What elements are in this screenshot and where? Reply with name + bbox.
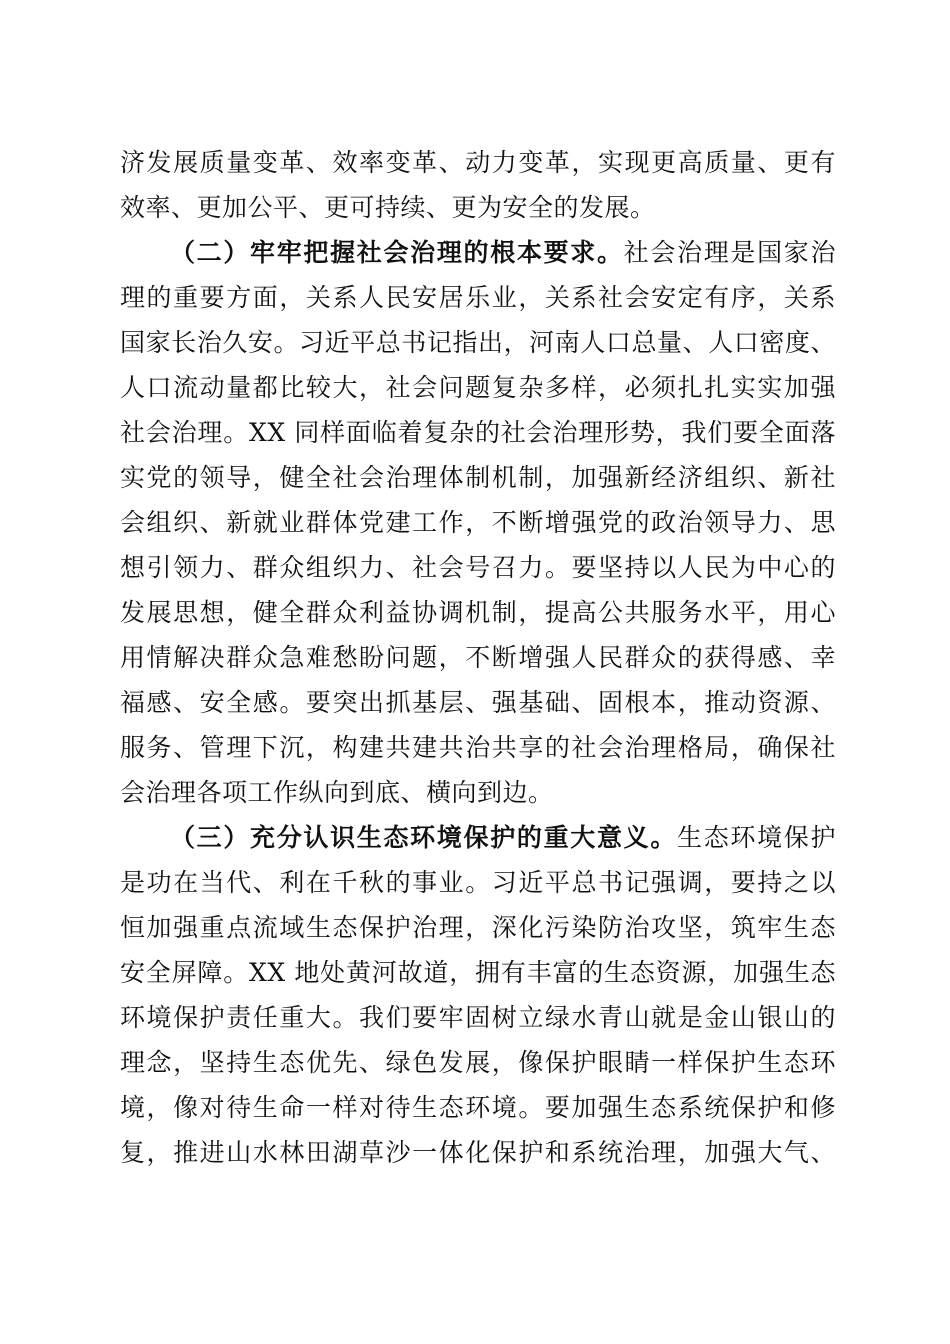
text-line: 理的重要方面，关系人民安居乐业，关系社会安定有序，关系: [120, 283, 836, 312]
text-line: 发展思想，健全群众利益协调机制，提高公共服务水平，用心: [120, 598, 836, 627]
heading-line-rest: 社会治理是国家治: [623, 238, 836, 267]
text-line: 环境保护责任重大。我们要牢固树立绿水青山就是金山银山的: [120, 1003, 836, 1032]
text-line: 理念，坚持生态优先、绿色发展，像保护眼睛一样保护生态环: [120, 1048, 836, 1077]
paragraph-first-line: [120, 230, 836, 275]
text-line: 用情解决群众急难愁盼问题，不断增强人民群众的获得感、幸: [120, 643, 836, 672]
text-line: 是功在当代、利在千秋的事业。习近平总书记强调，要持之以: [120, 868, 836, 897]
text-line: 人口流动量都比较大，社会问题复杂多样，必须扎扎实实加强: [120, 373, 836, 402]
text-line: 会组织、新就业群体党建工作，不断增强党的政治领导力、思: [120, 508, 836, 537]
text-line: 福感、安全感。要突出抓基层、强基础、固根本，推动资源、: [120, 688, 836, 717]
text-line: 会治理各项工作纵向到底、横向到边。: [120, 778, 554, 807]
text-line: 境，像对待生命一样对待生态环境。要加强生态系统保护和修: [120, 1093, 836, 1122]
text-line: 安全屏障。XX 地处黄河故道，拥有丰富的生态资源，加强生态: [120, 958, 836, 987]
document-page: [120, 140, 836, 1175]
text-line: 社会治理。XX 同样面临着复杂的社会治理形势，我们要全面落: [120, 418, 836, 447]
paragraph-social-governance: [120, 230, 836, 815]
text-line: 复，推进山水林田湖草沙一体化保护和系统治理，加强大气、: [120, 1138, 836, 1167]
paragraph-economy-continued: [120, 140, 836, 230]
text-line: 效率、更加公平、更可持续、更为安全的发展。: [120, 193, 656, 222]
section-heading: （三）充分认识生态环境保护的重大意义。: [170, 823, 678, 852]
text-line: 恒加强重点流域生态保护治理，深化污染防治攻坚，筑牢生态: [120, 913, 836, 942]
text-line: 济发展质量变革、效率变革、动力变革，实现更高质量、更有: [120, 148, 836, 177]
section-heading: （二）牢牢把握社会治理的根本要求。: [170, 238, 624, 267]
text-line: 实党的领导，健全社会治理体制机制，加强新经济组织、新社: [120, 463, 836, 492]
text-line: 国家长治久安。习近平总书记指出，河南人口总量、人口密度、: [120, 328, 836, 357]
paragraph-first-line: [120, 815, 836, 860]
text-line: 服务、管理下沉，构建共建共治共享的社会治理格局，确保社: [120, 733, 836, 762]
paragraph-ecology: [120, 815, 836, 1175]
heading-line-rest: 生态环境保护: [677, 823, 836, 852]
text-line: 想引领力、群众组织力、社会号召力。要坚持以人民为中心的: [120, 553, 836, 582]
